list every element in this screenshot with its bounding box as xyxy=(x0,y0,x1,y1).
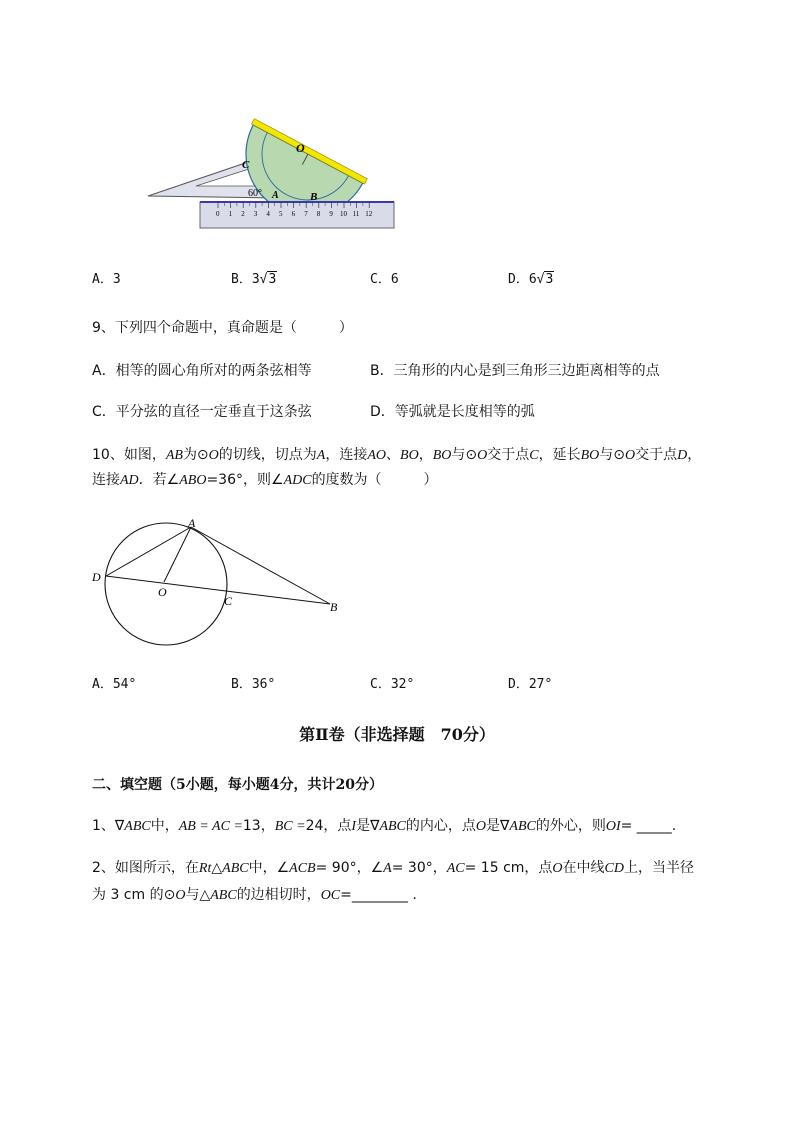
ruler-tick-label: 10 xyxy=(340,210,347,218)
q8-option-d-radicand: 3 xyxy=(545,272,554,287)
ruler-tick-label: 3 xyxy=(253,210,258,218)
q8-option-d[interactable] xyxy=(508,270,554,290)
ruler-tick-label: 11 xyxy=(352,210,360,218)
fill-question-2-line2: 为 3 cm 的⊙O与△ABC的边相切时，OC=________ . xyxy=(92,887,417,903)
q8-option-b-text: B．3 xyxy=(231,272,260,287)
fill-question-2-line1: 2、如图所示，在Rt△ABC中，∠ACB= 90°，∠A= 30°，AC= 15 cm，点O在中线CD上，当半径 xyxy=(92,860,694,876)
label-A: A xyxy=(272,190,279,201)
q8-option-c[interactable] xyxy=(370,270,399,290)
label-O: O xyxy=(296,141,305,155)
label-60deg: 60° xyxy=(248,188,262,199)
q8-option-b-radicand: 3 xyxy=(268,272,277,287)
fig-label-C: C xyxy=(224,594,233,608)
ruler-tick-label: 0 xyxy=(216,210,220,218)
q9-option-d[interactable]: D．等弧就是长度相等的弧 xyxy=(370,404,535,420)
ruler-tick-label: 5 xyxy=(279,210,283,218)
fig-label-A: A xyxy=(188,516,196,530)
protractor-figure xyxy=(140,98,410,238)
ruler-tick-label: 2 xyxy=(241,210,245,218)
fill2-answer-blank[interactable]: =________ . xyxy=(340,887,417,903)
q9-option-c[interactable]: C．平分弦的直径一定垂直于这条弦 xyxy=(92,404,312,420)
sqrt-symbol: √3 xyxy=(536,272,554,287)
ruler-tick-label: 12 xyxy=(365,210,373,218)
sqrt-symbol: √3 xyxy=(259,272,277,287)
segment-AD xyxy=(106,527,191,576)
ruler-tick-label: 7 xyxy=(304,210,308,218)
part-heading: 二、填空题（5小题，每小题4分，共计20分） xyxy=(92,777,383,793)
q8-option-d-text: D．6 xyxy=(508,272,537,287)
q10-stem-line1: 10、如图，AB为⊙O的切线，切点为A，连接AO、BO，BO与⊙O交于点C，延长BO与⊙O交于点D， xyxy=(92,447,702,463)
q8-option-a-text: A．3 xyxy=(92,272,121,287)
label-B: B xyxy=(310,191,318,203)
q9-option-a[interactable]: A．相等的圆心角所对的两条弦相等 xyxy=(92,363,312,379)
q8-option-c-text: C．6 xyxy=(370,272,399,287)
q9-stem: 9、下列四个命题中，真命题是（ ） xyxy=(92,320,353,336)
q10-option-b[interactable]: B．36° xyxy=(231,677,276,692)
q10-option-a[interactable]: A．54° xyxy=(92,677,137,692)
q10-option-d[interactable]: D．27° xyxy=(508,677,553,692)
fill-question-1: 1、∇ABC中，AB = AC =13，BC =24，点I是∇ABC的内心，点O是∇ABC的外心，则OI= _____. xyxy=(92,818,677,834)
ruler-tick-label: 1 xyxy=(228,210,233,218)
section-title: 第Ⅱ卷（非选择题 70分） xyxy=(299,725,495,744)
label-C: C xyxy=(242,159,250,171)
ruler-tick-label: 4 xyxy=(266,210,270,218)
fig-label-D: D xyxy=(92,570,101,584)
q9-option-b[interactable]: B．三角形的内心是到三角形三边距离相等的点 xyxy=(370,363,660,379)
q10-option-c[interactable]: C．32° xyxy=(370,677,415,692)
segment-DB xyxy=(106,576,330,604)
q10-stem-line2: 连接AD．若∠ABO=36°，则∠ADC的度数为（ ） xyxy=(92,472,438,488)
circle-tangent-figure xyxy=(86,510,356,650)
q8-option-a[interactable] xyxy=(92,270,121,290)
segment-AB xyxy=(191,527,330,604)
ruler-tick-label: 9 xyxy=(329,210,333,218)
fig-label-B: B xyxy=(330,600,338,614)
ruler-tick-label: 6 xyxy=(291,210,296,218)
fig-label-O: O xyxy=(158,585,167,599)
q8-option-b[interactable] xyxy=(231,270,277,290)
ruler-tick-label: 8 xyxy=(316,210,321,218)
fill1-answer-blank[interactable]: = _____. xyxy=(620,818,677,834)
